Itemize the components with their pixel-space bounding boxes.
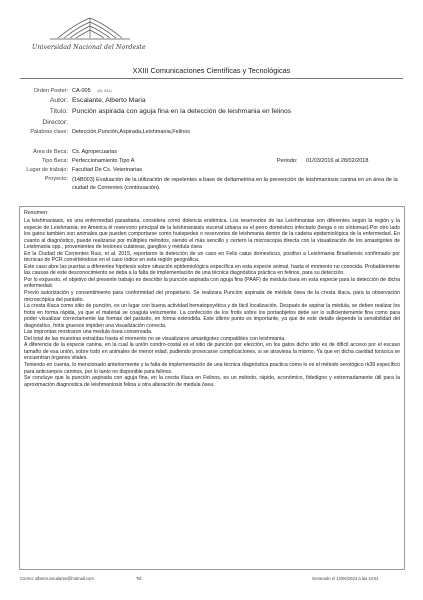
resumen-paragraph: Teniendo en cuenta, lo mencionado anteriormente y la falta de implementación de una técnica diagnóstica practica como lo es el método serológico rk39 específico para anticuerpos caninos, por lo tanto no disponible para felinos. [24,362,400,375]
director-label: Director: [42,119,68,126]
logo-text: Universidad Nacional del Nordeste [32,44,146,51]
orden-poster-label: Orden Poster: [33,88,68,94]
lugar-trabajo-value: Facultad De Cs. Veterinarias [72,167,143,173]
resumen-title: Resumen: [24,210,49,216]
palabras-clave-label: Palabras clave: [30,129,68,135]
area-beca-value: Cs. Agropecuarias [72,149,117,155]
resumen-paragraph: A diferencia de la especie canina, en la cual la unión condro-costal es el sitio de punción por elección, en los gatos dicho sitio es de difícil acceso por el escaso tamaño de esa unión, sobre todo en animales de menor edad, pudiendo provocarse complicaciones, si se atraviesa la mismo. Ya que en dicha cavidad torácica se encuentran órganos vitales. [24,342,400,362]
orden-poster-id: (ID: 811) [97,89,112,93]
resumen-paragraph: Previo autorización y consentimiento para conformidad del propietario. Se realizara Punción aspirada de médula ósea de la cresta ilíaca, para la observación microscópica del parásito. [24,290,400,303]
resumen-paragraph: La leishmaniasis, es una enfermedad parasitaria, considera como dolencia endémica. Los reservorios de las Leishmanias son diferentes según la región y la especie de Leishmania; en América el reservorio principal de la leishmaniasis visceral urbana es el perro doméstico infectado (tenga o no síntomas).Por otro lado los gatos también son animales que pueden comportarse como huéspedes o reservorios de leishmania dentro de la cadena epidemiológica de la enfermedad. En cuanto al diagnóstico, puede realizarse por múltiples métodos, siendo el más sencillo y certero la microscopia directa con la visualización de los amastigotes de Leishmania spp., provenientes de lesiones cutáneas, ganglios y médula ósea [24,218,400,251]
palabras-clave-value: Detección,Punción,Aspirada,Leishmania,Felinos [72,129,191,135]
resumen-paragraph: La cresta ilíaca como sitio de punción, es un lugar con buena actividad hematopoyética y de fácil localización. Después de aspirar la médula, se deben realizar los frotis en forma rápida, ya que el material se coagula velozmente. La confección de los frotis sobre los portaobjetos debe ser lo suficientemente fina como para poder visualizar correctamente las formas del parásito, en forma extendida. Este último punto es importante, ya que de este detalle depende la sensibilidad del diagnóstico, frotis gruesos impiden una visualización correcta. [24,303,400,329]
periodo-value: 01/03/2016 al 28/02/2018 [306,158,369,164]
tipo-beca-value: Perfeccionamiento Tipo A [72,158,135,164]
footer-correo: Correo: alberto.escalante@hotmail.com [20,576,94,581]
page-title: XXIII Comunicaciones Científicas y Tecnológicas [132,66,291,75]
orden-poster-value [72,88,112,94]
logo-emblem-icon [20,14,160,44]
lugar-trabajo-label: Lugar de trabajo: [26,167,68,173]
proyecto-label: Proyecto: [44,176,68,182]
resumen-paragraph: Las improntas mostraron una medula ósea conservada. [24,329,153,336]
tipo-beca-label: Tipo Beca: [41,158,68,164]
autor-value: Escalante, Alberto Maria [72,97,146,104]
footer-generado: Generado el 13/06/2023 a las 10:51 [312,576,379,581]
resumen-paragraph: Este caso abre las puertas a diferentes hipótesis sobre situación epidemiológica específica en esta especie animal, hasta el momento no conocida. Probablemente las causas de este desconocimiento se deba a la falta de implementación de una técnica diagnóstica práctica en felinos, para su detección. [24,263,400,277]
resumen-paragraph: En la Ciudad de Corrientes Ruiz, et al. 2015, reportaron la detección de un caso en Felis catus domesticus, positivo a Leishmania Brasiliensis confirmado por técnicas de PCR convirtiéndose en el caso índice en esta región geográfica. [24,250,400,264]
footer-tel: Tel: [136,576,143,581]
resumen-box [19,206,405,570]
resumen-paragraph: Se concluye que la punción aspirada con aguja fina, en la cresta ilíaca en Felinos, es un método, rápido, económico, fidedigno y extremadamente útil para la aproximación diagnostica de leishmaniosis felina u otra alteración de medula ósea. [24,375,400,388]
resumen-paragraph: Del total de las muestras extraídas hasta el momento no se visualizaron amastigotes compatibles con leishmania. [24,335,286,342]
periodo-label: Periodo: [277,158,298,164]
resumen-body [24,218,400,388]
proyecto-value: (14B003) Evaluación de la utilización de repelentes a base de deltametrina en la prevención de leishmaniosis canina en un área de la ciudad de Corrientes (continuación). [72,177,398,191]
orden-poster-code: CA-005 [72,88,91,94]
titulo-label: Titulo: [49,108,68,115]
titulo-value: Punción aspirada con aguja fina en la detección de leishmania en felinos [72,108,292,115]
autor-label: Autor: [49,97,68,104]
resumen-paragraph: Por lo expuesto, el objetivo del presente trabajo es describir la punción aspirada con aguja fina (PAAF) de médula ósea en esta especie para la detección de dicha enfermedad. [24,276,400,290]
area-beca-label: Área de Beca: [33,149,68,155]
title-divider [20,78,403,79]
university-logo [20,14,160,58]
